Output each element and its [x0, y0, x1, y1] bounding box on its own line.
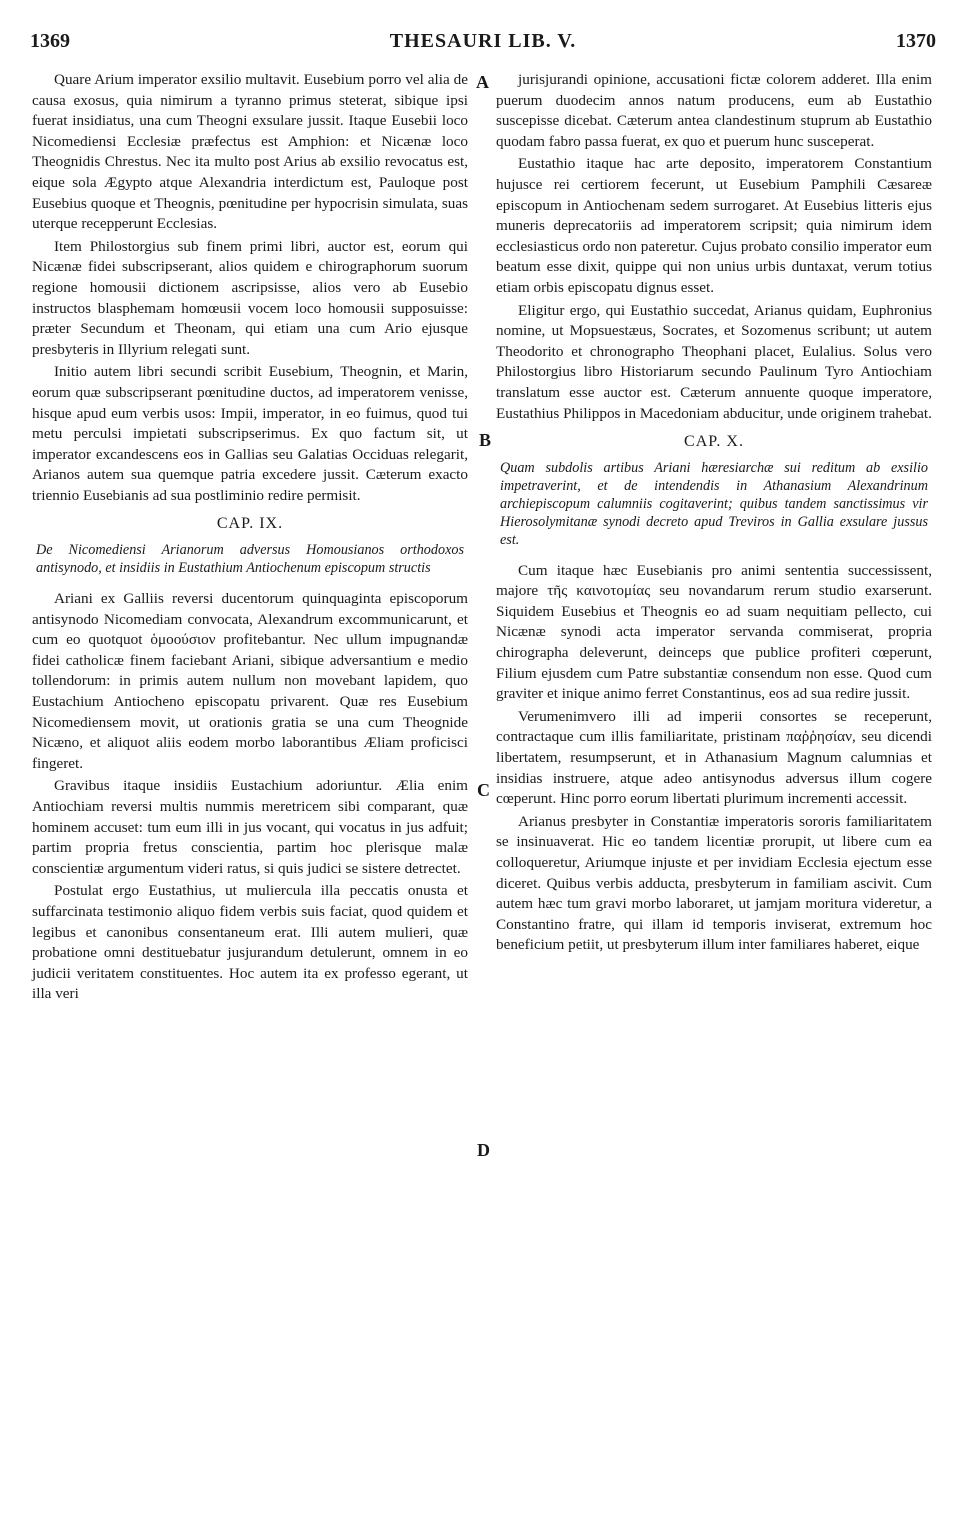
paragraph: Gravibus itaque insidiis Eustachium adoriuntur. Ælia enim Antiochiam reversi multis nummis meretricem sibi comparant, quæ hominem accuset: tum eum illi in jus vocant, qui vocatus in jus adfuit; partim propria fretus conscientia, partim hoc plerisque malæ conscientiæ argumentum videri ratus, si quis judici se sistere detrectet.: [32, 777, 468, 877]
paragraph: Cum itaque hæc Eusebianis pro animi sententia successissent, majore τῆς καινοτομίας seu novandarum rerum studio exarserunt. Siquidem Eusebius et Theognis eo ad suam nequitiam pellecto, cui Nicænæ synodi acta imperator servanda commiserat, propria chirographa deleverunt, deinceps que publice profiteri cœperunt, Filium ejusdem cum Patre substantiæ consendum non esse. Quod cum graviter et inique animo ferret Constantinus, eos ad sua redire jussit.: [496, 561, 932, 703]
margin-marker-c: C: [477, 780, 490, 800]
chapter-summary: Quam subdolis artibus Ariani hæresiarchæ sui reditum ab exsilio impetraverint, et de intendendis in Athanasium Alexandrinum archiepiscopum calumniis cogitaverint; quibus tandem sanctissimus vir Hierosolymitanæ synodi decreto apud Treviros in Gallia exsulare jussus est.: [500, 459, 928, 548]
paragraph: Eustathio itaque hac arte deposito, imperatorem Constantium hujusce rei certiorem fecerunt, ut Eusebium Pamphili Cæsareæ episcopum in Antiochenam sedem surrogaret. At Eusebius litteris ejus muneris deprecatoriis ad imperatorem scripsit; quia nimirum idem ecclesiasticus ordo non pateretur. Cujus probato consilio imperator eum beatum esse dixit, quippe qui non unius urbis duntaxat, verum totius etiam orbis episcopatu dignus esset.: [496, 155, 932, 296]
chapter-heading: CAP. IX.: [216, 515, 284, 533]
paragraph: Quare Arium imperator exsilio multavit. Eusebium porro vel alia de causa exosus, quia nimirum a tyranno primus steterat, sibique ipsi fuerat insidiatus, una cum Theogni exsulare jussit. Itaque Eusebii loco Nicomediensi Ecclesiæ præfectus est Amphion: et Nicænæ loco Theognidis Chrestus. Nec ita multo post Arius ab exsilio revocatus est, eique sola Ægypto atque Alexandria interdictum est, Pauloque post Eusebius quoque et Theognis, pœnitudine per hypocrisin simulata, suas uterque recepperunt Ecclesias.: [32, 71, 468, 233]
paragraph: Arianus presbyter in Constantiæ imperatoris sororis familiaritatem se insinuaverat. Hic eo tandem licentiæ prorupit, ut libere cum ea colloqueretur, Ariumque injuste et per invidiam Ecclesia ejectum esse diceret. Quibus verbis adducta, presbyterum in familiam ascivit. Cum autem hæc tum gravi morbo laboraret, ut jamjam moritura videretur, a Constantino fratre, qui illam id temporis inviserat, extremum hoc beneficium petiit, ut presbyterum illum inter familiares haberet, eique: [496, 812, 932, 954]
paragraph: Eligitur ergo, qui Eustathio succedat, Arianus quidam, Euphronius nomine, ut Mopsuestæus, Socrates, et Sozomenus scribunt; ut autem Theodorito et chronographo Theophani placet, Eulalius. Solus vero Philostorgius libro Historiarum secundo Paulinum Tyro Antiochiam translatum esse auctor est. Cæterum annuente quoque imperatore, Eustathius Philippos in Macedoniam abducitur, unde originem trahebat.: [496, 301, 932, 422]
page-number-right: 1370: [896, 30, 936, 52]
page-number-left: 1369: [30, 30, 70, 52]
margin-marker-b: B: [479, 430, 492, 450]
margin-marker-a: A: [476, 72, 489, 92]
paragraph: Initio autem libri secundi scribit Eusebium, Theognin, et Marin, eorum quæ subscripserant pœnitudine ductos, ad imperatorem venisse, hisque apud eum verbis usos: Impii, imperator, in eo fuimus, quod tui metu perculsi impietati subscripserimus. Ex quo factum sit, ut imperator excandescens eos in Gallias seu Galatias Occiduas relegarit, Arianos autem sua quemque patria excedere jussit. Cæterum exacto triennio Eusebianis ad sua postliminio redire permisit.: [32, 363, 468, 504]
paragraph: Verumenimvero illi ad imperii consortes se receperunt, contractaque cum illis familiaritate, pristinam παῤῥησίαν, seu dicendi libertatem, resumpserunt, et in Athanasium Magnum calumnias et insidias instruere, atque adeo antisynodus adversus illum cogere cœperunt. Hinc porro eorum libertati plurimum incrementi accessit.: [496, 707, 932, 808]
running-title: THESAURI LIB. V.: [389, 30, 577, 52]
paragraph: Item Philostorgius sub finem primi libri, auctor est, eorum qui Nicænæ fidei subscripserant, alios quidem e chirographorum suorum regione homousii dictionem ascripsisse, alios vero ab Eusebio instructos blasphemam homœusii vocem loco homousii supposuisse: præter Secundum et Theonam, qui etiam una cum Ario ejusque presbyteris in Illyrium relegati sunt.: [32, 237, 468, 358]
paragraph: jurisjurandi opinione, accusationi fictæ colorem adderet. Illa enim puerum duodecim annos natum producens, eum ab Eustathio suscepisse dicebat. Cæterum antea clandestinum stuprum ab Eustathio quodam fabro passa fuerat, ex quo et puerum hunc susceperat.: [496, 71, 932, 150]
paragraph: Postulat ergo Eustathius, ut muliercula illa peccatis onusta et suffarcinata testimonio aliquo fidem verbis suis faciat, quod quidem et legibus et canonibus consentaneum erat. Illi autem mulieri, quæ probatione omni destituebatur jusjurandum detulerunt, omnem in eo judicii veritatem constituentes. Hoc autem ita ex professo egerant, ut illa veri: [32, 882, 468, 1003]
chapter-summary: De Nicomediensi Arianorum adversus Homousianos orthodoxos antisynodo, et insidiis in Eustathium Antiochenum episcopum structis: [36, 542, 464, 577]
chapter-heading: CAP. X.: [684, 433, 744, 451]
running-header: [30, 30, 936, 60]
margin-marker-d: D: [477, 1140, 490, 1160]
left-column: [32, 70, 468, 1005]
paragraph: Ariani ex Galliis reversi ducentorum quinquaginta episcoporum antisynodo Nicomediam convocata, Alexandrum excommunicarunt, et cum eo quotquot ὁμοούσιον profitebantur. Nec ullum impugnandæ fidei catholicæ finem faciebant Ariani, sibique adversantium e medio tollendorum: in primis autem nullum non movebant lapidem, quo Eustachium Antiocheno episcopatu privarent. Quæ res Eusebium Nicomediensem movit, ut orationis gratia se una cum Theognide Nicæno, et aliquot aliis eodem morbo laborantibus Æliam proficisci fingeret.: [32, 590, 468, 772]
right-column: [496, 70, 932, 956]
